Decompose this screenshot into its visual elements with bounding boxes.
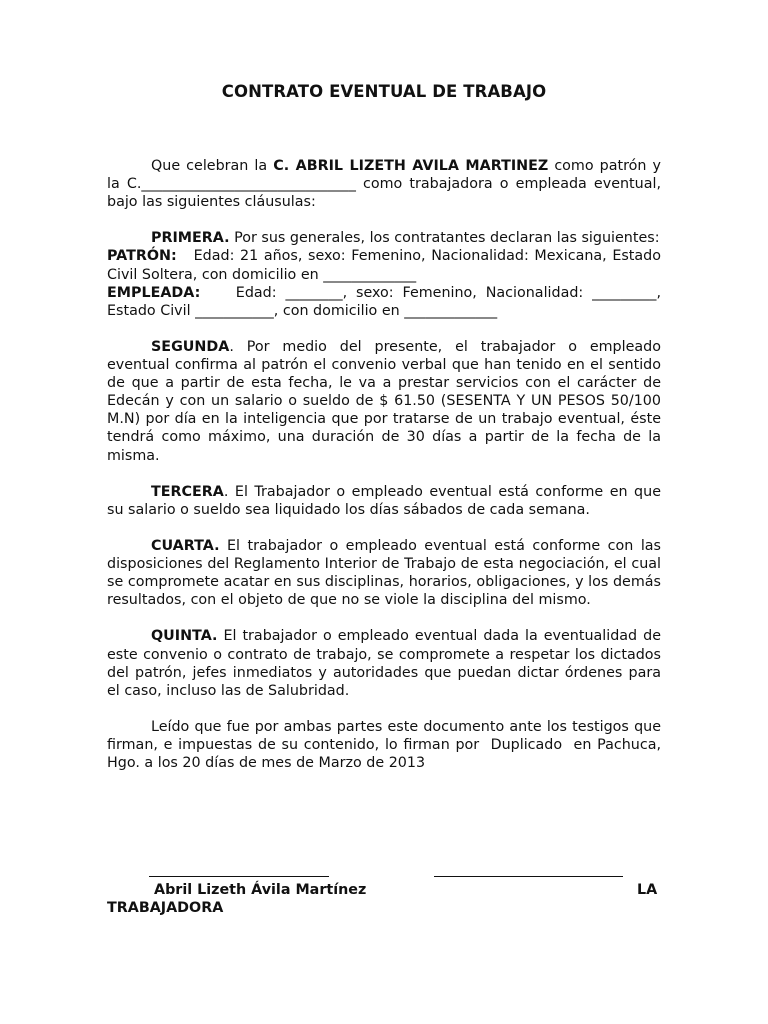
clause-tercera — [107, 483, 661, 519]
clause-tercera-label: TERCERA — [151, 483, 224, 500]
clause-segunda-label: SEGUNDA — [151, 338, 230, 355]
patron-label: PATRÓN: — [107, 248, 177, 265]
clause-tercera-text: . El Trabajador o empleado eventual está conforme en que su salario o sueldo sea liquidado los días sábados de cada semana. — [107, 483, 661, 518]
signature-line-employee — [434, 862, 623, 877]
intro-paragraph — [107, 157, 661, 211]
clause-cuarta — [107, 537, 661, 609]
empleada-details — [107, 284, 666, 320]
signature-name-employee-part2: TRABAJADORA — [107, 900, 224, 916]
signature-name-employer: Abril Lizeth Ávila Martínez — [154, 882, 367, 898]
clause-quinta-text: El trabajador o empleado eventual dada la eventualidad de este convenio o contrato de trabajo, se compromete a respetar los dictados del patrón, jefes inmediatos y autoridades que puedan dictar órdenes para el caso, incluso las de Salubridad. — [107, 628, 661, 699]
clause-cuarta-text: El trabajador o empleado eventual está conforme con las disposiciones del Reglamento Interior de Trabajo de esta negociación, el cual se compromete acatar en sus disciplinas, horarios, obligaciones, y los demás resultados, con el objeto de que no se viole la disciplina del mismo. — [107, 537, 661, 609]
intro-text-1: Que celebran la — [151, 158, 274, 174]
document-body — [107, 157, 666, 772]
employer-name: C. ABRIL LIZETH AVILA MARTINEZ — [273, 158, 549, 174]
patron-text: Edad: 21 años, sexo: Femenino, Nacionalidad: Mexicana, Estado Civil Soltera, con domicilio en _____________ — [107, 248, 666, 283]
document-title: CONTRATO EVENTUAL DE TRABAJO — [221, 82, 547, 101]
clause-segunda — [107, 338, 661, 465]
clause-cuarta-label: CUARTA. — [151, 537, 220, 554]
clause-quinta — [107, 627, 661, 699]
signature-line-employer — [149, 862, 329, 877]
intro-text-2: como patrón y la C.______________________________ como trabajadora o empleada eventual, bajo las siguientes cláusulas: — [107, 158, 661, 211]
clause-quinta-label: QUINTA. — [151, 628, 218, 645]
empleada-label: EMPLEADA: — [107, 284, 201, 301]
empleada-text: Edad: ________, sexo: Femenino, Nacionalidad: _________, Estado Civil ___________, con domicilio en _____________ — [107, 284, 666, 319]
clause-primera-label: PRIMERA. — [151, 230, 230, 247]
closing-paragraph — [107, 718, 666, 772]
clause-primera-text: Por sus generales, los contratantes declaran las siguientes: — [229, 230, 660, 247]
clause-primera — [107, 229, 661, 247]
patron-details — [107, 247, 666, 283]
signature-name-employee-part1: LA — [637, 882, 658, 898]
closing-text: Leído que fue por ambas partes este documento ante los testigos que firman, e impuestas de su contenido, lo firman por Duplicado en Pachuca, Hgo. a los 20 días de mes de Marzo de 2013 — [107, 718, 666, 772]
clause-segunda-text: . Por medio del presente, el trabajador o empleado eventual confirma al patrón el convenio verbal que han tenido en el sentido de que a partir de esta fecha, le va a prestar servicios con el carácter de Edecán y con un salario o sueldo de $ 61.50 (SESENTA Y UN PESOS 50/100 M.N) por día en la inteligencia que por tratarse de un trabajo eventual, éste tendrá como máximo, una duración de 30 días a partir de la fecha de la misma. — [107, 338, 661, 464]
